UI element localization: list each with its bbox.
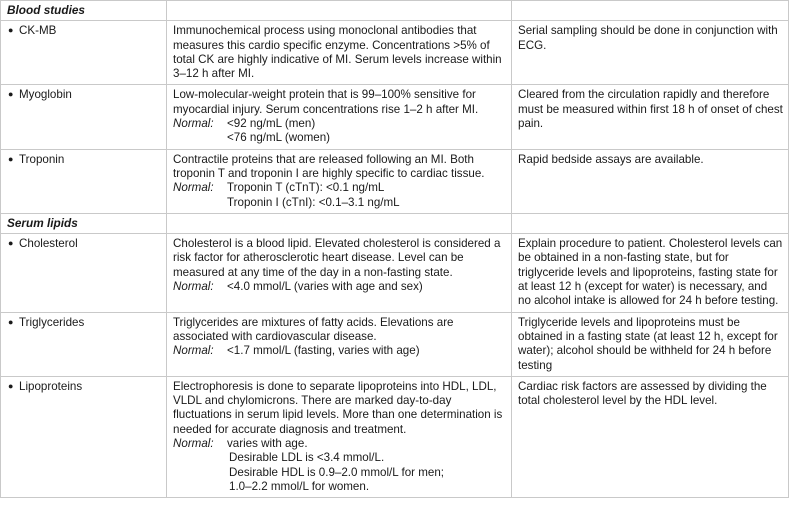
normal-value: <92 ng/mL (men) [227, 117, 316, 131]
test-name-cell [1, 376, 167, 497]
bullet-icon: ● [8, 25, 14, 36]
normal-label: Normal: [173, 117, 214, 131]
description-cell [167, 376, 512, 497]
test-name: Triglycerides [19, 315, 85, 329]
description-text: Electrophoresis is done to separate lipoproteins into HDL, LDL, VLDL and chylomicrons. There are marked day-to-day fluctuations in serum lipid levels. More than one determination is needed for accurate diagnosis and treatment. [173, 379, 503, 436]
section-title-cell [1, 213, 167, 233]
normal-value: Troponin T (cTnT): <0.1 ng/mL [227, 181, 385, 195]
normal-label: Normal: [173, 344, 214, 358]
test-name: Cholesterol [19, 237, 78, 251]
bullet-icon: ● [8, 238, 14, 249]
section-title: Blood studies [7, 3, 85, 17]
normal-value-extra: Desirable LDL is <3.4 mmol/L. [229, 451, 385, 465]
normal-values-list [227, 280, 506, 294]
notes-cell [512, 376, 789, 497]
table-row [1, 85, 789, 149]
notes-cell [512, 21, 789, 85]
description-text: Triglycerides are mixtures of fatty acids. Elevations are associated with cardiovascular disease. [173, 315, 454, 343]
section-header-row [1, 1, 789, 21]
empty-cell [512, 1, 789, 21]
normal-value-extra: 1.0–2.2 mmol/L for women. [229, 479, 370, 493]
normal-value: varies with age. [227, 437, 308, 451]
description-text: Cholesterol is a blood lipid. Elevated cholesterol is considered a risk factor for atherosclerotic heart disease. Level can be measured at any time of the day in a non-fasting state. [173, 237, 501, 279]
test-name: Lipoproteins [19, 379, 83, 393]
normal-value: <1.7 mmol/L (fasting, varies with age) [227, 344, 420, 358]
description-text: Contractile proteins that are released following an MI. Both troponin T and troponin I are highly specific to cardiac tissue. [173, 152, 485, 180]
normal-values [173, 344, 506, 358]
description-cell [167, 21, 512, 85]
description-cell [167, 149, 512, 213]
normal-values-list [227, 181, 506, 210]
description-cell [167, 234, 512, 312]
description-cell [167, 312, 512, 376]
normal-values [173, 117, 506, 146]
test-name-cell [1, 149, 167, 213]
empty-cell [167, 1, 512, 21]
table-row [1, 149, 789, 213]
test-name: Myoglobin [19, 88, 72, 102]
table-row [1, 376, 789, 497]
bullet-icon: ● [8, 380, 14, 391]
bullet-icon: ● [8, 89, 14, 100]
normal-values-list [227, 344, 506, 358]
section-title: Serum lipids [7, 215, 78, 230]
section-title-cell [1, 1, 167, 21]
description-text: Immunochemical process using monoclonal antibodies that measures this cardio specific enzyme. Concentrations >5% of total CK are highly indicative of MI. Serum levels increase within 3–12 h after MI. [173, 24, 502, 81]
bullet-icon: ● [8, 153, 14, 164]
test-name: CK-MB [19, 24, 57, 38]
notes-text: Cardiac risk factors are assessed by dividing the total cholesterol level by the HDL level. [518, 379, 767, 408]
normal-value-extra: Desirable HDL is 0.9–2.0 mmol/L for men; [229, 465, 444, 479]
notes-text: Explain procedure to patient. Cholesterol levels can be obtained in a non-fasting state, but for triglyceride levels and lipoproteins, fasting state for at least 12 h (except for water) is necessary, and no alcohol intake is allowed for 24 h before testing. [518, 237, 783, 308]
notes-text: Cleared from the circulation rapidly and therefore must be measured within first 18 h of onset of chest pain. [518, 88, 783, 131]
empty-cell [512, 213, 789, 233]
normal-values [173, 437, 506, 451]
notes-text: Rapid bedside assays are available. [518, 152, 704, 166]
description-text: Low-molecular-weight protein that is 99–100% sensitive for myocardial injury. Serum concentrations rise 1–2 h after MI. [173, 88, 479, 116]
empty-cell [167, 213, 512, 233]
normal-value: <4.0 mmol/L (varies with age and sex) [227, 280, 423, 294]
normal-values [173, 280, 506, 294]
table-row [1, 312, 789, 376]
notes-text: Serial sampling should be done in conjunction with ECG. [518, 24, 778, 52]
bullet-icon: ● [8, 316, 14, 327]
section-header-row [1, 213, 789, 233]
table-row [1, 234, 789, 312]
test-name-cell [1, 85, 167, 149]
test-name: Troponin [19, 152, 65, 166]
test-name-cell [1, 312, 167, 376]
normal-value: <76 ng/mL (women) [227, 131, 330, 145]
normal-values-list [227, 117, 506, 146]
normal-label: Normal: [173, 437, 214, 451]
notes-cell [512, 149, 789, 213]
normal-label: Normal: [173, 181, 214, 195]
description-cell [167, 85, 512, 149]
notes-cell [512, 312, 789, 376]
table-row [1, 21, 789, 85]
test-name-cell [1, 234, 167, 312]
normal-values [173, 181, 506, 210]
notes-cell [512, 85, 789, 149]
normal-label: Normal: [173, 280, 214, 294]
normal-value: Troponin I (cTnI): <0.1–3.1 ng/mL [227, 195, 400, 209]
notes-text: Triglyceride levels and lipoproteins must be obtained in a fasting state (at least 12 h, except for water); alcohol should be withheld for 24 h before testing [518, 315, 778, 372]
notes-cell [512, 234, 789, 312]
test-name-cell [1, 21, 167, 85]
normal-values-list [227, 437, 506, 451]
